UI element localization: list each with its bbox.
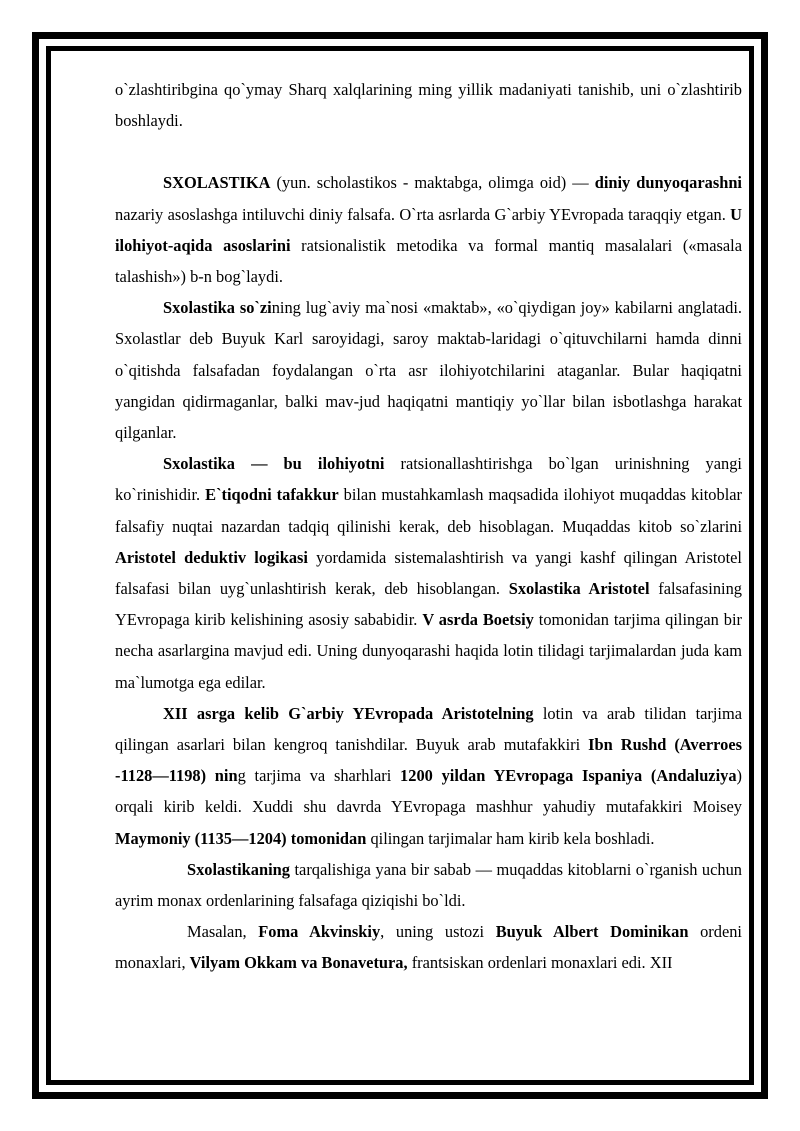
- paragraph-twelfth-century: XII asrga kelib G`arbiy YEvropada Aristotelning lotin va arab tilidan tarjima qilingan asarlari bilan kengroq tanishdilar. Buyuk arab mutafakkiri Ibn Rushd (Averroes -1128—1198) ning tarjima va sharhlari 1200 yildan YEvropaga Ispaniya (Andaluziya) orqali kirib keldi. Xuddi shu davrda YEvropaga mashhur yahudiy mutafakkiri Moisey Maymoniy (1135—1204) tomonidan qilingan tarjimalar ham kirib kela boshladi.: [115, 703, 742, 848]
- paragraph-intro: o`zlashtiribgina qo`ymay Sharq xalqlarining ming yillik madaniyati tanishib, uni o`zlashtirib boshlaydi.: [115, 80, 742, 131]
- paragraph-examples: Masalan, Foma Akvinskiy, uning ustozi Buyuk Albert Dominikan ordeni monaxlari, Vilyam Okkam va Bonavetura, frantsiskan ordenlari monaxlari edi. XII: [115, 922, 742, 973]
- paragraph-rationalization: Sxolastika — bu ilohiyotni ratsionallashtirishga bo`lgan urinishning yangi ko`rinishidir. E`tiqodni tafakkur bilan mustahkamlash maqsadida ilohiyot muqaddas kitoblar falsafiy nuqtai nazardan tadqiq qilinishi kerak, deb hisoblagan. Muqaddas kitob so`zlarini Aristotel deduktiv logikasi yordamida sistemalashtirish va yangi kashf qilingan Aristotel falsafasi bilan uyg`unlashtirish kerak, deb hisoblangan. Sxolastika Aristotel falsafasining YEvropaga kirib kelishining asosiy sababidir. V asrda Boetsiy tomonidan tarjima qilingan bir necha asarlargina mavjud edi. Uning dunyoqarashi haqida lotin tilidagi tarjimalardan juda kam ma`lumotga ega edilar.: [115, 454, 743, 692]
- paragraph-monastic-orders: Sxolastikaning tarqalishiga yana bir sabab — muqaddas kitoblarni o`rganish uchun ayrim monax ordenlarining falsafaga qiziqishi bo`ldi.: [115, 859, 742, 911]
- paragraph-scholasticism-definition: SXOLASTIKA (yun. scholastikos - maktabga, olimga oid) — diniy dunyoqarashni nazariy asoslashga intiluvchi diniy falsafa. O`rta asrlarda G`arbiy YEvropada taraqqiy etgan. U ilohiyot-aqida asoslarini ratsionalistik metodika va formal mantiq masalalari («masala talashish») b-n bog`laydi.: [115, 173, 742, 287]
- document-body: [115, 74, 742, 979]
- paragraph-word-meaning: Sxolastika so`zining lug`aviy ma`nosi «maktab», «o`qiydigan joy» kabilarni anglatadi. Sxolastlar deb Buyuk Karl saroyidagi, saroy maktab-laridagi o`qituvchilarni hamda dinni o`qitishda falsafadan foydalangan o`rta asr ilohiyotchilarini ataganlar. Bular haqiqatni yangidan qidirmaganlar, balki mav-jud haqiqatni mantiqiy yo`llar bilan isbotlashga harakat qilganlar.: [115, 298, 742, 443]
- paragraph-gap: [115, 136, 742, 167]
